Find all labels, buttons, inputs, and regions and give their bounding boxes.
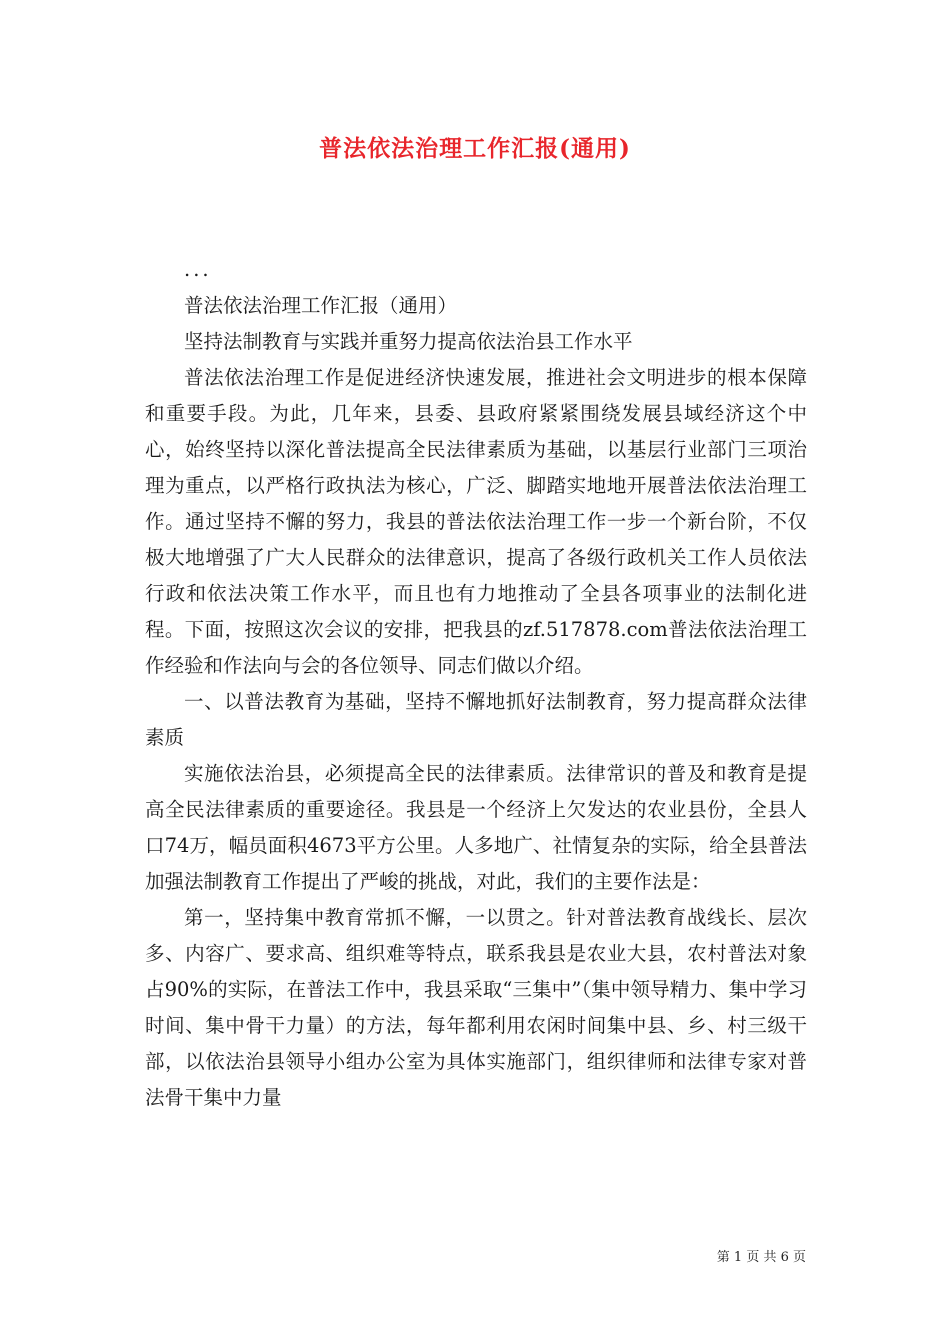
paragraph: 普法依法治理工作是促进经济快速发展，推进社会文明进步的根本保障和重要手段。为此，几年来，县委、县政府紧紧围绕发展县域经济这个中心，始终坚持以深化普法提高全民法律素质为基础，以基层行业部门三项治理为重点，以严格行政执法为核心，广泛、脚踏实地地开展普法依法治理工作。通过坚持不懈的努力，我县的普法依法治理工作一步一个新台阶，不仅极大地增强了广大人民群众的法律意识，提高了各级行政机关工作人员依法行政和依法决策工作水平，而且也有力地推动了全县各项事业的法制化进程。下面，按照这次会议的安排，把我县的zf.517878.com普法依法治理工作经验和作法向与会的各位领导、同志们做以介绍。 <box>145 366 807 677</box>
section-heading: 一、以普法教育为基础，坚持不懈地抓好法制教育，努力提高群众法律素质 <box>145 690 807 749</box>
document-title: 普法依法治理工作汇报(通用) <box>319 135 631 162</box>
subtitle-line: 普法依法治理工作汇报（通用） <box>184 294 458 317</box>
ellipsis-line: ... <box>184 258 212 281</box>
document-body <box>145 252 807 1116</box>
paragraph: 第一，坚持集中教育常抓不懈，一以贯之。针对普法教育战线长、层次多、内容广、要求高、组织难等特点，联系我县是农业大县，农村普法对象占90%的实际，在普法工作中，我县采取“三集中”（集中领导精力、集中学习时间、集中骨干力量）的方法，每年都利用农闲时间集中县、乡、村三级干部，以依法治县领导小组办公室为具体实施部门，组织律师和法律专家对普法骨干集中力量 <box>145 906 807 1109</box>
heading-line: 坚持法制教育与实践并重努力提高依法治县工作水平 <box>184 330 633 353</box>
page-number: 第 1 页 共 6 页 <box>716 1250 806 1265</box>
paragraph: 实施依法治县，必须提高全民的法律素质。法律常识的普及和教育是提高全民法律素质的重要途径。我县是一个经济上欠发达的农业县份，全县人口74万，幅员面积4673平方公里。人多地广、社情复杂的实际，给全县普法加强法制教育工作提出了严峻的挑战，对此，我们的主要作法是： <box>145 762 807 893</box>
